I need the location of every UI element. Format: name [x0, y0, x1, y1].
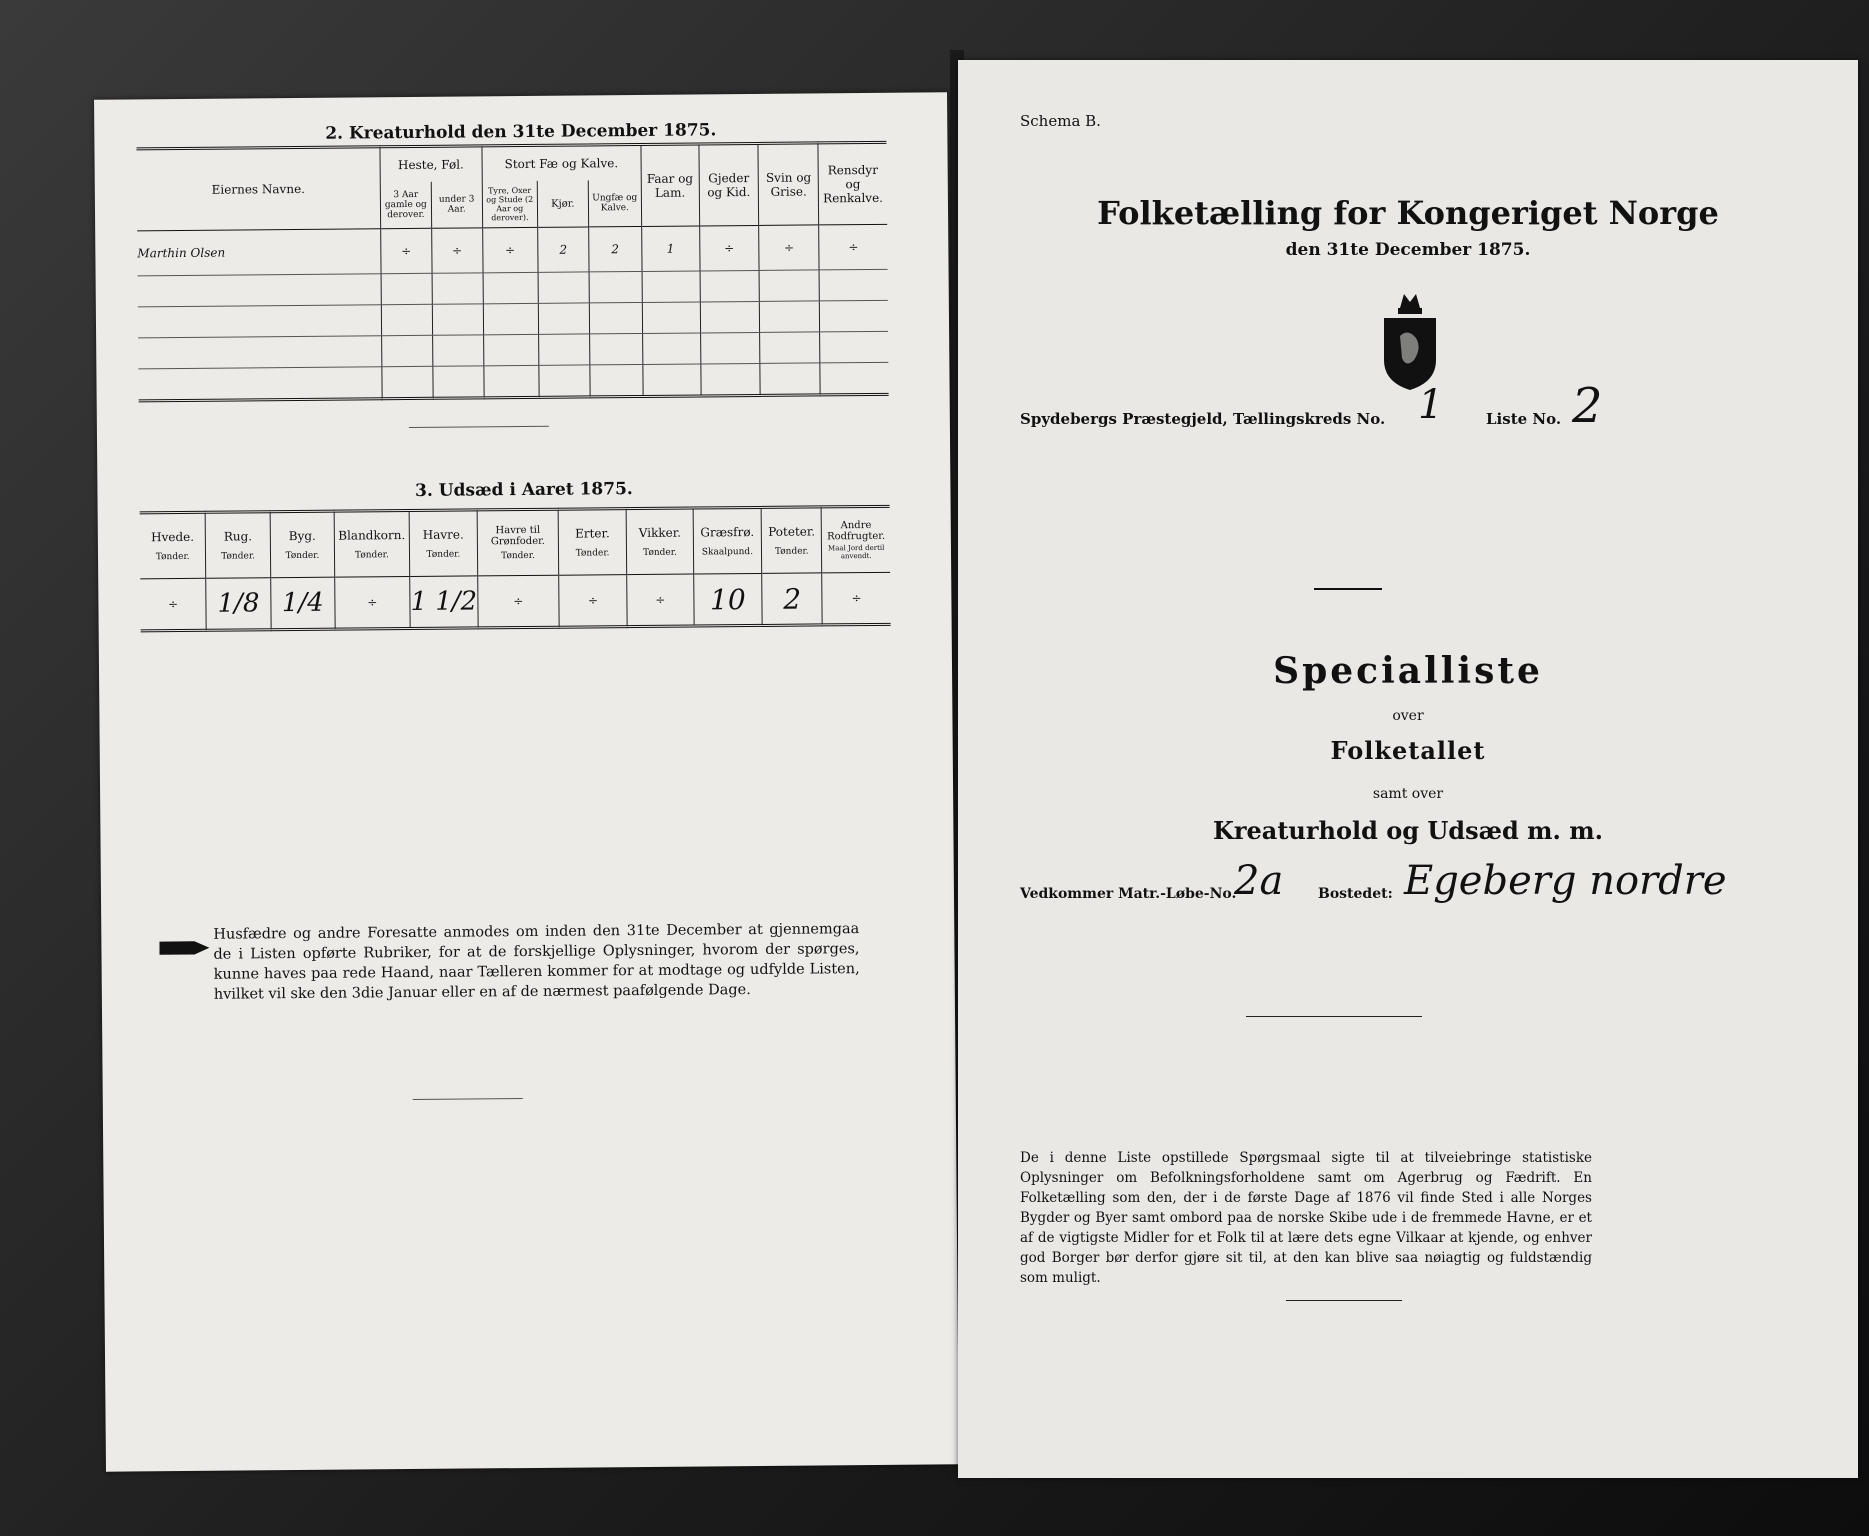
livestock-table	[136, 141, 888, 403]
stort-b-header: Kjør.	[537, 180, 588, 227]
heste-header: Heste, Føl.	[380, 146, 482, 182]
list-label: Liste No.	[1486, 410, 1562, 428]
seed-value: 1/4	[270, 577, 335, 630]
seed-header-andre: Andre Rodfrugter. Maal Jord dertil anvendt.	[822, 506, 891, 573]
seed-header-blandkorn: Blandkorn. Tønder.	[334, 511, 409, 578]
bosted-label: Bostedet:	[1318, 886, 1393, 902]
seed-value: ÷	[627, 574, 694, 627]
main-title: Folketælling for Kongeriget Norge	[1097, 194, 1719, 232]
right-page	[958, 60, 1858, 1478]
livestock-value: 1	[642, 226, 700, 272]
seed-header-vikker: Vikker. Tønder.	[626, 508, 693, 575]
seed-value: ÷	[559, 575, 628, 628]
bottom-rule	[413, 1098, 523, 1100]
seed-value: 1 1/2	[409, 576, 478, 629]
separator-rule	[409, 426, 549, 428]
district-number: 1	[1418, 382, 1444, 428]
subtitle: den 31te December 1875.	[1285, 240, 1531, 260]
seed-header-havre: Havre. Tønder.	[409, 510, 478, 577]
section3-title: 3. Udsæd i Aaret 1875.	[415, 479, 633, 501]
seed-value: ÷	[478, 575, 559, 628]
left-page	[94, 92, 959, 1471]
bottom-rule-right	[1286, 1300, 1402, 1301]
seed-value: ÷	[335, 577, 410, 630]
empty-row	[138, 362, 888, 401]
seed-header-poteter: Poteter. Tønder.	[761, 507, 822, 574]
seed-value: 10	[693, 573, 762, 626]
livestock-value: ÷	[431, 228, 482, 273]
specialliste-heading: Specialliste	[1273, 650, 1543, 692]
livestock-value: 2	[538, 227, 589, 272]
seed-header-rug: Rug. Tønder.	[206, 512, 271, 579]
stort-c-header: Ungfæ og Kalve.	[588, 180, 641, 227]
svin-header: Svin og Grise.	[758, 143, 819, 226]
seed-header-havre-gronfoder: Havre til Grønfoder. Tønder.	[477, 509, 558, 576]
pointing-hand-icon	[159, 937, 209, 959]
instruction-note: Husfædre og andre Foresatte anmodes om inden den 31te December at gjennemgaa de i Listen opførte Rubriker, for at de forskjellige Oplysninger, hvorom der spørges, kunne haves paa rede Haand, naar Tælleren kommer for at modtage og udfylde Listen, hvilket vil ske den 3die Januar eller en af de nærmest paafølgende Dage.	[213, 921, 860, 1003]
over-text: over	[1392, 708, 1424, 724]
explanation-note: De i denne Liste opstillede Spørgsmaal sigte til at tilveiebringe statistiske Oplysninger om Befolkningsforholdene samt om Agerbrug og Fædrift. En Folketælling som den, der i de første Dage af 1876 vil finde Sted i alle Norges Bygder og Byer samt ombord paa de norske Skibe ude i de fremmede Havne, er et af de vigtigste Midler for et Folk til at lære dets egne Vilkaar at kjende, og enhver god Borger bør derfor gjøre sit til, at den kan blive saa nøiagtig og fuldstændig som muligt.	[1020, 1150, 1592, 1286]
seed-value: ÷	[140, 578, 206, 631]
livestock-value: ÷	[482, 227, 538, 272]
schema-label: Schema B.	[1020, 112, 1101, 130]
folketallet-heading: Folketallet	[1330, 736, 1486, 765]
livestock-value: ÷	[699, 225, 759, 271]
matr-label: Vedkommer Matr.-Løbe-No.	[1020, 886, 1237, 902]
stort-a-header: Tyre, Oxer og Stude (2 Aar og derover).	[482, 181, 538, 228]
livestock-value: 2	[588, 226, 641, 271]
heste-a-header: 3 Aar gamle og derover.	[380, 182, 431, 229]
stort-fae-header: Stort Fæ og Kalve.	[482, 144, 642, 181]
seed-value: 1/8	[206, 578, 271, 631]
list-number: 2	[1572, 378, 1603, 434]
section2-title: 2. Kreaturhold den 31te December 1875.	[325, 120, 717, 144]
livestock-value: ÷	[759, 225, 819, 271]
faar-header: Faar og Lam.	[641, 144, 699, 226]
district-label: Spydebergs Præstegjeld, Tællingskreds No.	[1020, 410, 1386, 428]
owner-header: Eiernes Navne.	[136, 147, 380, 231]
seed-header-byg: Byg. Tønder.	[270, 511, 335, 578]
heste-b-header: under 3 Aar.	[431, 181, 482, 228]
seed-header-erter: Erter. Tønder.	[558, 509, 627, 576]
rensdyr-header: Rensdyr og Renkalve.	[818, 142, 887, 225]
mid-rule	[1246, 1016, 1422, 1017]
livestock-value: ÷	[381, 228, 432, 273]
seed-header-hvede: Hvede. Tønder.	[140, 512, 206, 579]
coat-of-arms-icon	[1378, 288, 1442, 392]
matr-value: 2a	[1234, 858, 1284, 904]
kreaturhold-heading: Kreaturhold og Udsæd m. m.	[1213, 816, 1603, 845]
bosted-value: Egeberg nordre	[1404, 858, 1727, 904]
seed-table	[140, 505, 891, 633]
seed-value: ÷	[822, 572, 890, 625]
seed-value: 2	[762, 573, 823, 626]
samt-over-text: samt over	[1372, 786, 1444, 802]
gjeder-header: Gjeder og Kid.	[698, 143, 759, 226]
owner-name: Marthin Olsen	[137, 229, 381, 276]
seed-header-graesfro: Græsfrø. Skaalpund.	[693, 507, 762, 574]
livestock-value: ÷	[819, 224, 888, 270]
short-rule	[1314, 588, 1382, 590]
